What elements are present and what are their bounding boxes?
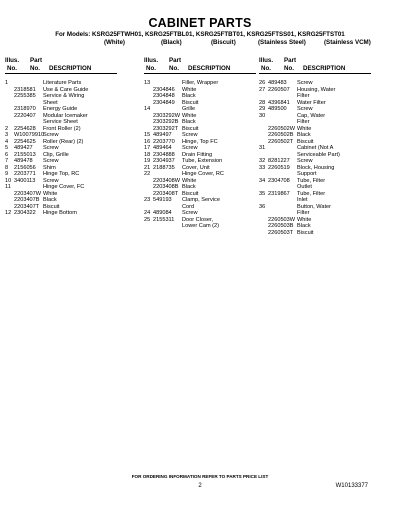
illus-number: 17	[144, 145, 151, 151]
variant-stainless-vcm: (Stainless VCM)	[324, 39, 371, 46]
column-header	[5, 57, 117, 74]
part-description: Sheet	[43, 99, 58, 106]
part-description: Tube, Filter	[297, 190, 326, 197]
parts-row	[5, 210, 117, 217]
illus-number: 3	[5, 132, 9, 138]
header-part: Part	[169, 57, 182, 64]
part-number: 2304849	[153, 99, 175, 106]
illus-number: 12	[5, 210, 12, 216]
illus-number: 10	[5, 177, 12, 184]
parts-column-3	[259, 57, 371, 236]
part-number: 489483	[268, 80, 287, 86]
illus-number: 28	[259, 99, 266, 106]
part-description: Biscuit	[43, 203, 60, 210]
part-number: 2255385	[14, 93, 36, 99]
part-number: 2203408T	[153, 190, 179, 197]
part-description: Service & Wiring	[43, 93, 85, 99]
part-number: 2254628	[14, 125, 36, 132]
part-number: 2304708	[268, 177, 290, 184]
illus-number: 13	[144, 80, 151, 86]
illus-number: 35	[259, 190, 266, 197]
part-description: Support	[297, 171, 317, 177]
part-description: Clamp, Service	[182, 197, 220, 203]
part-number: 2254625	[14, 138, 36, 145]
part-description: Use & Care Guide	[43, 86, 89, 93]
part-description: Screw	[297, 158, 313, 164]
part-number: 2260503B	[268, 223, 294, 229]
part-description: Button, Water	[297, 203, 331, 210]
part-description: Screw	[182, 210, 198, 216]
part-number: 2260502T	[268, 138, 294, 145]
part-number: 2156056	[14, 164, 36, 171]
part-number: 2155311	[153, 216, 175, 223]
parts-column-1	[5, 57, 117, 217]
part-number: 3400113	[14, 177, 36, 184]
part-description: Screw	[297, 106, 313, 112]
part-description: Filter	[297, 119, 310, 125]
part-number: 489500	[268, 106, 287, 112]
part-description: Roller (Rear) (2)	[43, 138, 84, 145]
header-part-no: No.	[284, 65, 294, 72]
illus-number: 25	[144, 216, 151, 223]
part-number: 2203407T	[14, 203, 40, 210]
part-description: Biscuit	[182, 190, 199, 197]
part-description: Cover, Unit	[182, 164, 210, 171]
illus-number: 21	[144, 164, 151, 171]
header-illus-no: No.	[261, 65, 271, 72]
part-description: Screw	[43, 177, 59, 184]
part-description: Cabinet (Not A	[297, 145, 334, 151]
part-description: Grille	[182, 106, 196, 112]
illus-number: 2	[5, 125, 9, 132]
header-description: DESCRIPTION	[188, 65, 231, 72]
part-number: 2203771	[14, 171, 36, 177]
part-number: 2303292T	[153, 125, 179, 132]
illus-number: 26	[259, 80, 266, 86]
illus-number: 15	[144, 132, 151, 138]
part-description: White	[182, 112, 197, 119]
illus-number: 6	[5, 151, 9, 158]
part-number: 2304322	[14, 210, 36, 216]
header-description: DESCRIPTION	[303, 65, 346, 72]
part-description: Drain Fitting	[182, 151, 213, 158]
header-description: DESCRIPTION	[49, 65, 92, 72]
part-number: 8281227	[268, 158, 290, 164]
part-description: Door Closer,	[182, 216, 214, 223]
document-number: W10133377	[335, 483, 368, 489]
variant-white: (White)	[104, 39, 125, 46]
variant-stainless-steel: (Stainless Steel)	[258, 39, 306, 46]
part-number: 489478	[14, 158, 33, 164]
illus-number: 22	[144, 171, 151, 177]
part-number: 2304888	[153, 151, 175, 158]
part-number: 2303292B	[153, 119, 179, 125]
part-description: Lower Cam (2)	[182, 223, 219, 229]
part-description: Screw	[43, 132, 59, 138]
color-variants	[0, 39, 400, 48]
part-number: 2318581	[14, 86, 36, 93]
part-description: Black	[297, 132, 311, 138]
illus-number: 18	[144, 151, 151, 158]
part-description: Housing, Water	[297, 86, 336, 93]
header-part-no: No.	[169, 65, 179, 72]
illus-number: 36	[259, 203, 266, 210]
illus-number: 5	[5, 145, 9, 151]
part-description: Filter	[297, 93, 310, 99]
part-description: Front Roller (2)	[43, 125, 81, 132]
part-description: Biscuit	[182, 99, 199, 106]
part-description: Biscuit	[182, 125, 199, 132]
illus-number: 34	[259, 177, 266, 184]
part-number: 2303292W	[153, 112, 181, 119]
illus-number: 1	[5, 80, 9, 86]
variant-black: (Black)	[161, 39, 182, 46]
part-description: Water Filter	[297, 99, 326, 106]
illus-number: 24	[144, 210, 151, 216]
illus-number: 27	[259, 86, 266, 93]
part-number: 2260502W	[268, 125, 296, 132]
part-number: 2220407	[14, 112, 36, 119]
part-description: Inlet	[297, 197, 308, 203]
part-description: Screw	[43, 145, 59, 151]
part-description: White	[297, 125, 312, 132]
header-illus-no: No.	[7, 65, 17, 72]
part-number: W10079910	[14, 132, 45, 138]
part-number: 2203407B	[14, 197, 40, 203]
part-description: Tube, Extension	[182, 158, 223, 164]
part-description: Black	[182, 119, 196, 125]
part-description: Literature Parts	[43, 80, 82, 86]
part-number: 2203408W	[153, 177, 181, 184]
header-illus: Illus.	[5, 57, 20, 64]
part-number: 2260519	[268, 164, 290, 171]
part-description: Screw	[182, 132, 198, 138]
header-illus: Illus.	[144, 57, 159, 64]
part-number: 2260503W	[268, 216, 296, 223]
part-description: Filter	[297, 210, 310, 216]
part-description: Black	[297, 223, 311, 229]
part-description: Screw	[182, 145, 198, 151]
part-description: Black	[182, 184, 196, 190]
illus-number: 14	[144, 106, 151, 112]
part-description: Hinge Cover, FC	[43, 184, 85, 190]
header-part-no: No.	[30, 65, 40, 72]
part-number: 2203407W	[14, 190, 42, 197]
part-description: Black	[182, 93, 196, 99]
part-description: Service Sheet	[43, 119, 78, 125]
illus-number: 11	[5, 184, 11, 190]
part-number: 2304846	[153, 86, 175, 93]
column-header	[144, 57, 256, 74]
part-number: 4396841	[268, 99, 290, 106]
illus-number: 4	[5, 138, 9, 145]
part-description: Shim	[43, 164, 56, 171]
part-description: Block, Housing	[297, 164, 335, 171]
part-description: Cap, Water	[297, 112, 326, 119]
illus-number: 16	[144, 138, 151, 145]
part-description: Hinge Bottom	[43, 210, 77, 216]
part-description: White	[182, 177, 197, 184]
part-description: Modular Icemaker	[43, 112, 88, 119]
header-part: Part	[30, 57, 43, 64]
parts-row	[144, 223, 256, 230]
part-number: 549193	[153, 197, 172, 203]
part-number: 2260507	[268, 86, 290, 93]
part-number: 489084	[153, 210, 172, 216]
page-number: 2	[198, 483, 202, 489]
part-description: Filler, Wrapper	[182, 80, 219, 86]
part-description: Clip, Grille	[43, 151, 69, 158]
part-description: White	[182, 86, 197, 93]
part-number: 2155013	[14, 151, 36, 158]
part-number: 2304937	[153, 158, 175, 164]
column-header	[259, 57, 371, 74]
part-number: 2260502B	[268, 132, 294, 138]
part-description: Tube, Filter	[297, 177, 326, 184]
part-description: Hinge Cover, RC	[182, 171, 224, 177]
model-list: For Models: KSRG25FTWH01, KSRG25FTBL01, KSRG25FTBT01, KSRG25FTSS01, KSRG25FTST01	[55, 31, 345, 38]
part-description: Screw	[297, 80, 313, 86]
header-illus-no: No.	[146, 65, 156, 72]
illus-number: 32	[259, 158, 266, 164]
parts-rows	[144, 80, 256, 230]
illus-number: 29	[259, 106, 266, 112]
parts-row	[259, 230, 371, 237]
part-description: Energy Guide	[43, 106, 78, 112]
illus-number: 9	[5, 171, 9, 177]
illus-number: 19	[144, 158, 151, 164]
part-description: Biscuit	[297, 229, 314, 236]
page-title: CABINET PARTS	[148, 16, 252, 30]
variant-biscuit: (Biscuit)	[211, 39, 236, 46]
part-description: Serviceable Part)	[297, 151, 340, 158]
part-number: 489497	[153, 132, 172, 138]
part-number: 2260503T	[268, 229, 294, 236]
part-description: Cord	[182, 203, 195, 210]
header-illus: Illus.	[259, 57, 274, 64]
illus-number: 30	[259, 112, 266, 119]
illus-number: 31	[259, 145, 266, 151]
part-number: 489464	[153, 145, 172, 151]
part-description: Hinge Top, RC	[43, 171, 80, 177]
part-number: 2203408B	[153, 184, 179, 190]
part-description: White	[43, 190, 58, 197]
part-number: 2188735	[153, 164, 175, 171]
parts-rows	[5, 80, 117, 217]
part-description: Black	[43, 197, 57, 203]
illus-number: 8	[5, 164, 9, 171]
part-number: 489427	[14, 145, 33, 151]
header-part: Part	[284, 57, 297, 64]
parts-rows	[259, 80, 371, 236]
part-description: Hinge, Top FC	[182, 138, 218, 145]
footer-note: FOR ORDERING INFORMATION REFER TO PARTS PRICE LIST	[131, 474, 269, 479]
illus-number: 33	[259, 164, 266, 171]
part-number: 2319867	[268, 190, 290, 197]
part-description: Screw	[43, 158, 59, 164]
part-number: 2318970	[14, 106, 36, 112]
parts-column-2	[144, 57, 256, 230]
part-description: White	[297, 216, 312, 223]
part-number: 2203770	[153, 138, 175, 145]
part-description: Outlet	[297, 184, 312, 190]
part-number: 2304848	[153, 93, 175, 99]
illus-number: 7	[5, 158, 9, 164]
part-description: Biscuit	[297, 138, 314, 145]
illus-number: 23	[144, 197, 151, 203]
